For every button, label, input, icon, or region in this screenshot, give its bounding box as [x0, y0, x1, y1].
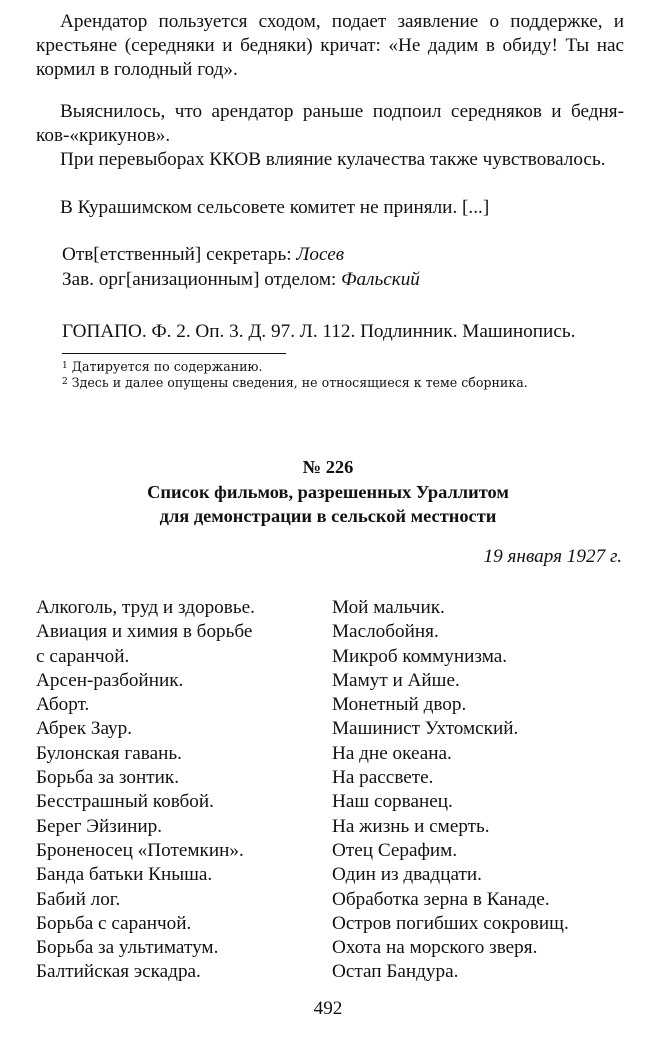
list-item: Мамут и Айше.: [332, 669, 460, 691]
footnote: [62, 375, 528, 390]
signature-department-head: [62, 268, 420, 292]
list-item: Отец Серафим.: [332, 839, 458, 861]
page-number: 492: [313, 998, 343, 1019]
list-item: Маслобойня.: [332, 621, 439, 643]
footnote-text: Датируется по содержанию.: [71, 359, 263, 374]
document-date: 19 января 1927 г.: [483, 546, 622, 567]
list-item: Один из двадцати.: [332, 864, 482, 886]
list-item: Аборт.: [36, 694, 90, 716]
list-item: На дне океана.: [332, 742, 452, 764]
list-item: Борьба за зонтик.: [36, 767, 180, 789]
list-item: с саранчой.: [36, 645, 130, 667]
list-item: На жизнь и смерть.: [332, 815, 490, 837]
list-item: Остап Бандура.: [332, 961, 459, 983]
signature-role: Зав. орг[анизационным] отделом:: [62, 269, 342, 290]
intro-paragraph: В Курашимском сельсовете комитет не приняли. [...]: [60, 197, 490, 218]
list-item: Борьба за ультиматум.: [36, 937, 219, 959]
footnote-mark: 1: [62, 361, 68, 371]
document-number: № 226: [302, 457, 354, 477]
list-item: Авиация и химия в борьбе: [36, 621, 253, 643]
signature-name: Лосев: [296, 244, 345, 265]
list-item: Машинист Ухтомский.: [332, 718, 519, 740]
list-item: Микроб коммунизма.: [332, 645, 508, 667]
intro-paragraph: Арендатор пользуется сходом, подает заявление о поддержке, и крестьяне (середняки и бедняки) кричат: «Не дадим в обиду! Ты нас кормил в голодный год».: [36, 11, 624, 81]
list-item: Монетный двор.: [332, 694, 467, 716]
list-item: Обработка зерна в Канаде.: [332, 888, 550, 910]
intro-paragraph: Выяснилось, что арендатор раньше подпоил середняков и бедня-ков-«крикунов».: [36, 101, 624, 147]
film-list-left: [36, 596, 255, 985]
list-item: Берег Эйзинир.: [36, 815, 163, 837]
footnote-text: Здесь и далее опущены сведения, не относящиеся к теме сборника.: [71, 375, 528, 390]
footnote-mark: 2: [62, 377, 68, 387]
document-title-line: Список фильмов, разрешенных Ураллитом: [147, 482, 509, 502]
list-item: Банда батьки Кныша.: [36, 864, 213, 886]
list-item: Борьба с саранчой.: [36, 912, 192, 934]
list-item: Наш сорванец.: [332, 791, 453, 813]
list-item: Мой мальчик.: [332, 597, 445, 618]
signature-role: Отв[етственный] секретарь:: [62, 244, 297, 265]
list-item: Броненосец «Потемкин».: [36, 839, 244, 861]
list-item: Булонская гавань.: [36, 742, 182, 764]
list-item: Охота на морского зверя.: [332, 937, 538, 959]
list-item: Арсен-разбойник.: [36, 669, 184, 691]
archive-source: ГОПАПО. Ф. 2. Оп. 3. Д. 97. Л. 112. Подлинник. Машинопись.: [62, 321, 576, 342]
list-item: Балтийская эскадра.: [36, 961, 201, 983]
list-item: Алкоголь, труд и здоровье.: [36, 597, 255, 618]
list-item: На рассвете.: [332, 767, 434, 789]
list-item: Абрек Заур.: [36, 718, 133, 740]
signature-secretary: [62, 243, 344, 267]
list-item: Остров погибших сокровищ.: [332, 912, 569, 934]
footnote: [62, 359, 262, 374]
list-item: Бесстрашный ковбой.: [36, 791, 214, 813]
footnote-divider: [62, 353, 286, 354]
signature-name: Фальский: [341, 269, 420, 290]
intro-paragraph: При перевыборах ККОВ влияние кулачества также чувствовалось.: [60, 149, 606, 170]
document-title-line: для демонстрации в сельской местности: [159, 506, 497, 526]
film-list-right: [332, 596, 569, 985]
list-item: Бабий лог.: [36, 888, 121, 910]
